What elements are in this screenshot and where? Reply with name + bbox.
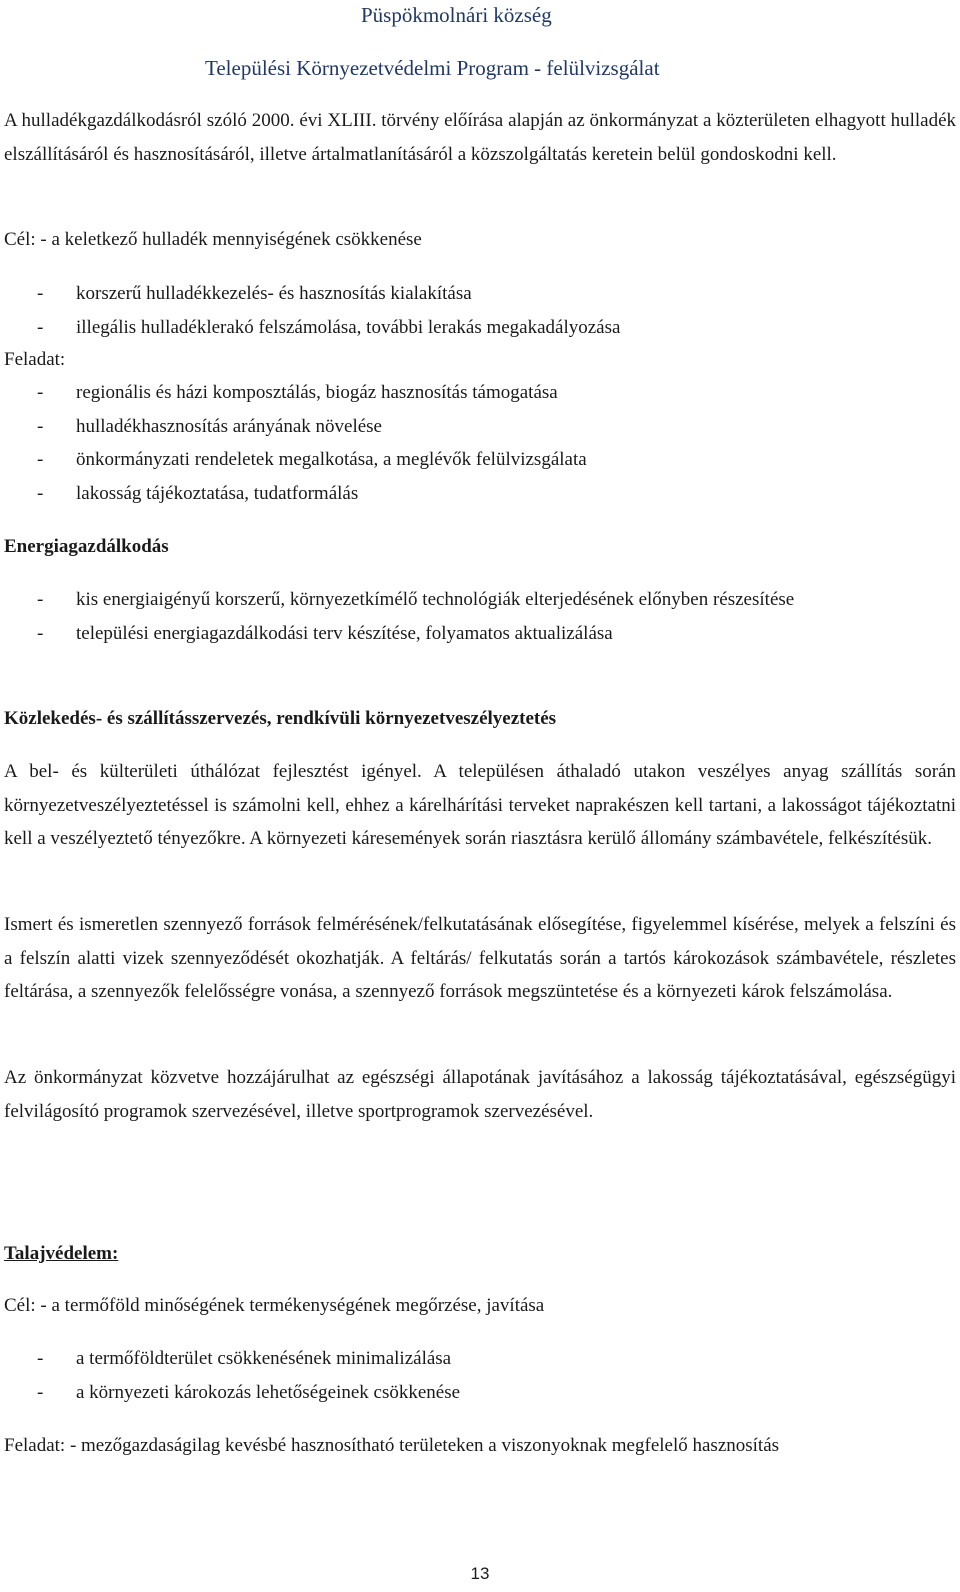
waste-goal-list	[4, 277, 956, 344]
energy-list	[4, 583, 956, 650]
transport-paragraph-3: Az önkormányzat közvetve hozzájárulhat az egészségi állapotának javításához a lakosság tájékoztatásával, egészségügyi felvilágosító programok szervezésével, illetve sportprogramok szervezésével.	[4, 1067, 956, 1122]
transport-paragraph-2: Ismert és ismeretlen szennyező források felmérésének/felkutatásának elősegítése, figyelemmel kísérése, melyek a felszíni és a felszín alatti vizek szennyeződését okozhatják. A feltárás/ felkutatás során a tartós károkozások számbavétele, részletes feltárása, a szennyezők felelősségre vonása, a szennyező források megszüntetése és a környezeti károk felszámolása.	[4, 914, 956, 1002]
energy-heading: Energiagazdálkodás	[4, 536, 169, 557]
list-item: - korszerű hulladékkezelés- és hasznosítás kialakítása	[37, 283, 472, 304]
list-item: - illegális hulladéklerakó felszámolása, további lerakás megakadályozása	[37, 316, 621, 338]
list-item: - a környezeti károkozás lehetőségeinek csökkenése	[37, 1381, 461, 1403]
waste-task-label: Feladat:	[4, 349, 66, 370]
list-item: - a termőföldterület csökkenésének minimalizálása	[37, 1348, 452, 1369]
intro-paragraph: A hulladékgazdálkodásról szóló 2000. évi XLIII. törvény előírása alapján az önkormányzat a közterületen elhagyott hulladék elszállításáról és hasznosításáról, illetve ártalmatlanításáról a közszolgáltatás keretein belül gondoskodni kell.	[4, 110, 956, 165]
header-program-title: Települési Környezetvédelmi Program - felülvizsgálat	[205, 56, 660, 80]
list-item: - hulladékhasznosítás arányának növelése	[37, 415, 382, 437]
waste-task-list	[4, 376, 956, 510]
list-item: - települési energiagazdálkodási terv készítése, folyamatos aktualizálása	[37, 622, 613, 644]
soil-heading: Talajvédelem:	[4, 1243, 119, 1264]
list-item: - lakosság tájékoztatása, tudatformálás	[37, 482, 359, 504]
page-number: 13	[470, 1564, 490, 1583]
soil-task-line: Feladat: - mezőgazdaságilag kevésbé hasznosítható területeken a viszonyoknak megfelelő hasznosítás	[4, 1435, 780, 1456]
list-item: - regionális és házi komposztálás, biogáz hasznosítás támogatása	[37, 382, 558, 403]
header-municipality: Püspökmolnári község	[361, 3, 552, 27]
list-item: - kis energiaigényű korszerű, környezetkímélő technológiák elterjedésének előnyben részesítése	[37, 589, 795, 610]
waste-goal-line: Cél: - a keletkező hulladék mennyiségének csökkenése	[4, 229, 422, 250]
soil-goal-list	[4, 1342, 956, 1409]
transport-paragraph-1: A bel- és külterületi úthálózat fejlesztést igényel. A településen áthaladó utakon veszélyes anyag szállítás során környezetveszélyeztetéssel is számolni kell, ehhez a kárelhárítási terveket naprakészen kell tartani, a lakosságot tájékoztatni kell a veszélyeztető tényezőkre. A környezeti káresemények során riasztásra kerülő állomány számbavétele, felkészítésük.	[4, 761, 956, 849]
list-item: - önkormányzati rendeletek megalkotása, a meglévők felülvizsgálata	[37, 449, 587, 470]
soil-goal-line: Cél: - a termőföld minőségének termékenységének megőrzése, javítása	[4, 1295, 545, 1316]
transport-heading: Közlekedés- és szállításszervezés, rendkívüli környezetveszélyeztetés	[4, 708, 557, 729]
